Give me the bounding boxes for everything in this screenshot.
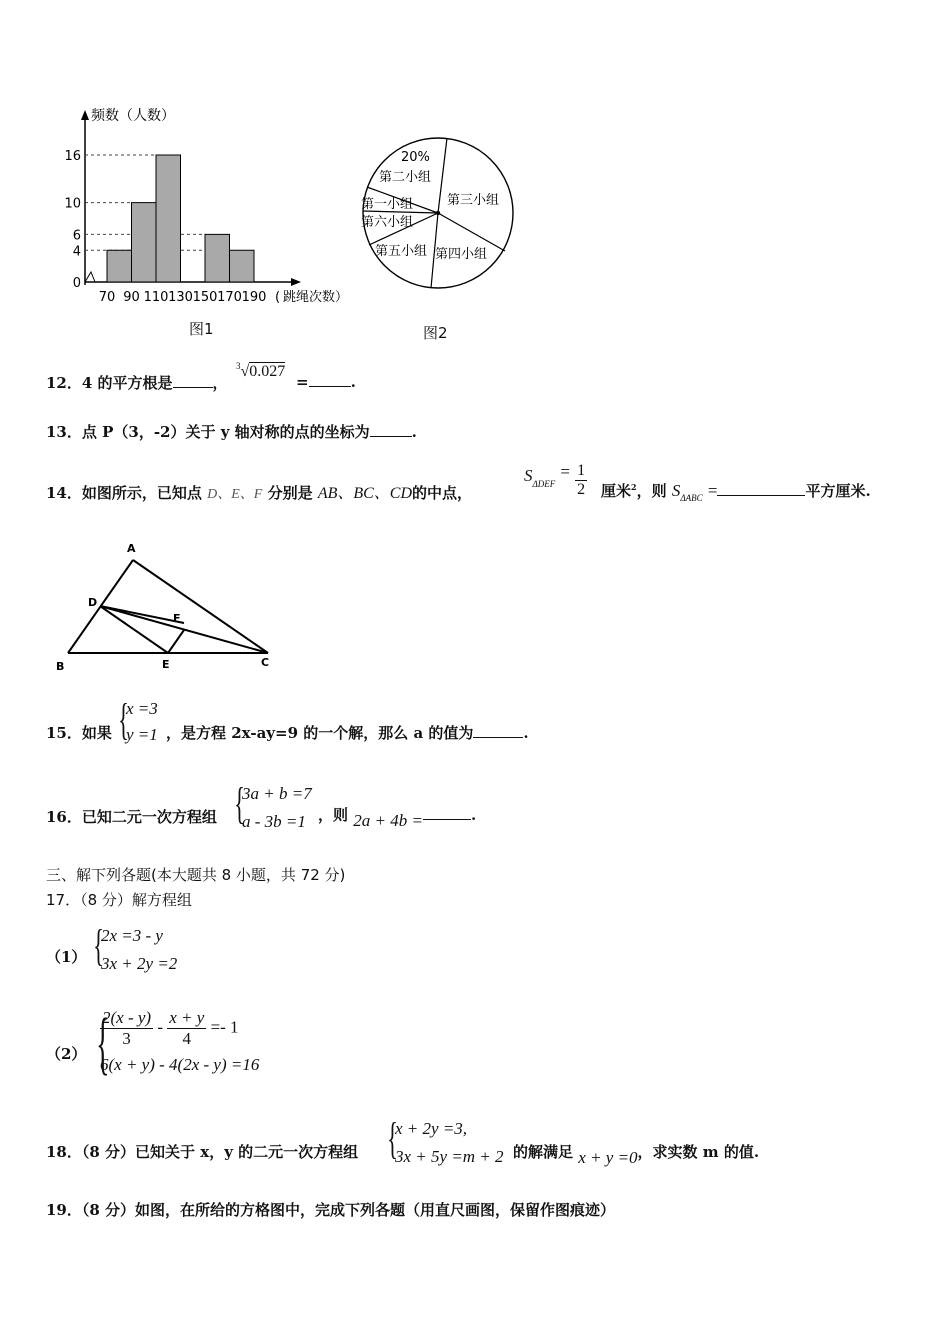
q12-sep: ，	[212, 374, 228, 392]
vertex-label-b: B	[56, 660, 65, 673]
q14-segments: AB、BC、CD	[317, 485, 413, 502]
radical-index: 3	[236, 361, 241, 371]
y-axis-arrow	[81, 110, 89, 120]
q18-system	[395, 1115, 504, 1171]
histogram-bar	[205, 234, 230, 282]
x-axis-arrow	[291, 278, 301, 286]
q15-lead: 15．如果	[46, 724, 112, 742]
y-axis-label: 频数（人数）	[91, 108, 175, 124]
histogram-bar	[107, 250, 132, 282]
q15-brace: {	[118, 695, 129, 744]
q14-area-def	[524, 458, 587, 498]
pie-percent-label: 20%	[401, 150, 430, 165]
y-tick-label: 10	[64, 196, 81, 212]
q16-tail	[318, 804, 477, 830]
q18-lead: 18．（8 分）已知关于 x，y 的二元一次方程组	[46, 1143, 359, 1161]
histogram-bar	[156, 155, 181, 282]
q14-unit-sup: 2	[631, 482, 637, 492]
y-tick-label: 4	[72, 244, 81, 260]
q18-cond: x + y =0	[578, 1148, 638, 1167]
q16-brace: {	[234, 779, 245, 828]
q14-num: 1	[577, 462, 586, 479]
vertex-label-f: F	[173, 612, 181, 625]
q14-tail-text: 平方厘米.	[805, 482, 871, 500]
pie-sector-label: 第六小组	[361, 215, 414, 230]
section-3-title: 三、解下列各题(本大题共 8 小题，共 72 分)	[46, 866, 346, 884]
q13-blank[interactable]	[370, 422, 412, 437]
histogram-figure	[55, 100, 375, 340]
q17-p2-rhs: =- 1	[210, 1017, 239, 1037]
q14-fraction	[575, 462, 587, 499]
segment-ef	[168, 630, 184, 653]
histogram-bar	[230, 250, 255, 282]
triangle-figure	[40, 538, 285, 678]
q12-end: .	[350, 373, 356, 391]
q18-eq2: 3x + 5y =m + 2	[395, 1147, 504, 1166]
q17-part2-label: （2）	[46, 1045, 87, 1063]
question-18	[46, 1141, 358, 1162]
axis-break	[85, 272, 95, 282]
q14-mid2: 的中点，	[412, 484, 473, 502]
vertex-label-a: A	[127, 542, 136, 555]
q12-answer	[296, 372, 356, 391]
pie-divider	[438, 138, 447, 213]
q15-blank[interactable]	[473, 723, 523, 738]
q18-eq1: x + 2y =3,	[395, 1119, 468, 1138]
q14-tail	[601, 480, 871, 501]
q15-end: .	[523, 724, 529, 742]
q17-p2-eq1	[100, 1008, 259, 1049]
pie-sector-label: 第三小组	[447, 193, 500, 208]
segment-ac	[133, 560, 268, 653]
q14-points: D、E、F	[207, 487, 263, 502]
q17-part1-brace: {	[93, 921, 104, 970]
question-17-title: 17．（8 分）解方程组	[46, 891, 192, 909]
q14-lead: 14．如图所示，已知点	[46, 484, 202, 502]
q18-mid: 的解满足	[513, 1143, 574, 1161]
question-19: 19．（8 分）如图，在所给的方格图中，完成下列各题（用直尺画图，保留作图痕迹）	[46, 1201, 616, 1219]
y-tick-label: 0	[72, 276, 81, 291]
q15-eq1: x =3	[126, 699, 158, 718]
x-axis-label-paren: (	[275, 290, 281, 305]
pie-sector-label: 第五小组	[375, 244, 428, 259]
q16-end: .	[470, 806, 477, 824]
q17-p2-minus: -	[157, 1017, 163, 1037]
x-tick-label: 110	[143, 290, 169, 305]
q14-s-abc: S	[671, 481, 681, 500]
q13-text: 13．点 P（3，-2）关于 y 轴对称的点的坐标为	[46, 423, 370, 441]
q14-s-abc-sub: ΔABC	[680, 493, 703, 503]
q17-p2-f2n: x + y	[169, 1008, 205, 1027]
pie-figure	[355, 115, 520, 300]
q17-p2-frac1	[100, 1008, 153, 1049]
x-tick-label: 90	[123, 290, 140, 305]
q17-p2-eq2: 6(x + y) - 4(2x - y) =16	[100, 1055, 260, 1074]
x-tick-label: 70	[98, 290, 116, 305]
q12-blank-1[interactable]	[173, 373, 213, 388]
q16-eq2: a - 3b =1	[242, 812, 306, 831]
question-13	[46, 421, 417, 442]
radicand: 0.027	[249, 363, 286, 380]
q17-p2-f2d: 4	[182, 1029, 192, 1048]
q12-eq: =	[296, 373, 309, 391]
q15-system	[126, 696, 158, 748]
question-15	[46, 722, 112, 743]
q14-eq2: =	[707, 481, 718, 500]
q15-tail-text: ，是方程 2x-ay=9 的一个解，那么 a 的值为	[166, 724, 474, 742]
figure2-caption: 图2	[423, 324, 448, 342]
figure1-caption: 图1	[189, 320, 214, 338]
question-16	[46, 806, 217, 827]
q14-then: ，则	[636, 482, 667, 500]
q14-unit: 厘米	[601, 482, 632, 500]
q18-tail	[513, 1141, 760, 1167]
radical-sign: √	[240, 363, 250, 380]
q17-p2-frac2	[167, 1008, 206, 1049]
q16-blank[interactable]	[423, 805, 471, 820]
q17-part2-brace: {	[96, 1005, 110, 1082]
q16-system	[242, 780, 312, 836]
x-axis-label: 跳绳次数）	[283, 290, 349, 305]
pie-sector-label: 第四小组	[435, 247, 488, 262]
q15-eq2: y =1	[126, 725, 158, 744]
y-tick-label: 6	[72, 228, 81, 244]
question-12	[46, 372, 228, 393]
q17-p2-f1d: 3	[122, 1029, 131, 1048]
pie-center	[436, 211, 440, 215]
histogram-bar	[132, 203, 157, 282]
vertex-label-c: C	[261, 656, 270, 669]
q16-expr: 2a + 4b =	[353, 811, 423, 830]
q17-part1-label: （1）	[46, 948, 87, 966]
q14-s-def-sub: ΔDEF	[532, 479, 556, 489]
q13-end: .	[411, 423, 417, 441]
pie-sector-label: 第二小组	[379, 170, 432, 185]
q14-mid: 分别是	[267, 484, 313, 502]
q16-then: ，则	[318, 806, 349, 824]
q18-brace: {	[387, 1114, 398, 1163]
q17-part2-system	[100, 1008, 259, 1075]
q14-den: 2	[577, 481, 586, 498]
q16-lead: 16．已知二元一次方程组	[46, 808, 217, 826]
q17-p1-eq2: 3x + 2y =2	[101, 954, 178, 973]
q12-blank-2[interactable]	[309, 372, 351, 387]
q14-blank[interactable]	[717, 481, 805, 496]
q12-radical	[236, 363, 285, 381]
q14-s-def: S	[524, 466, 533, 485]
x-tick-label: 130	[168, 290, 193, 305]
q17-p1-eq1: 2x =3 - y	[101, 926, 163, 945]
q15-tail	[166, 722, 529, 743]
y-tick-label: 16	[64, 149, 81, 164]
pie-sector-label: 第一小组	[361, 197, 414, 212]
q12-text: 12．4 的平方根是	[46, 374, 173, 392]
q14-eq: =	[560, 462, 570, 481]
q17-p2-f1n: 2(x - y)	[102, 1008, 152, 1027]
vertex-label-e: E	[162, 658, 170, 671]
question-14	[46, 480, 472, 503]
q16-eq1: 3a + b =7	[242, 784, 312, 803]
x-tick-label: 170	[217, 290, 242, 305]
segment-dc	[100, 606, 268, 653]
pie-divider	[438, 213, 505, 251]
q18-tail-text: ，求实数 m 的值.	[637, 1143, 760, 1161]
x-tick-label: 190	[241, 290, 267, 305]
q17-part1-system	[101, 922, 177, 978]
x-tick-label: 150	[192, 290, 218, 305]
vertex-label-d: D	[88, 596, 98, 609]
